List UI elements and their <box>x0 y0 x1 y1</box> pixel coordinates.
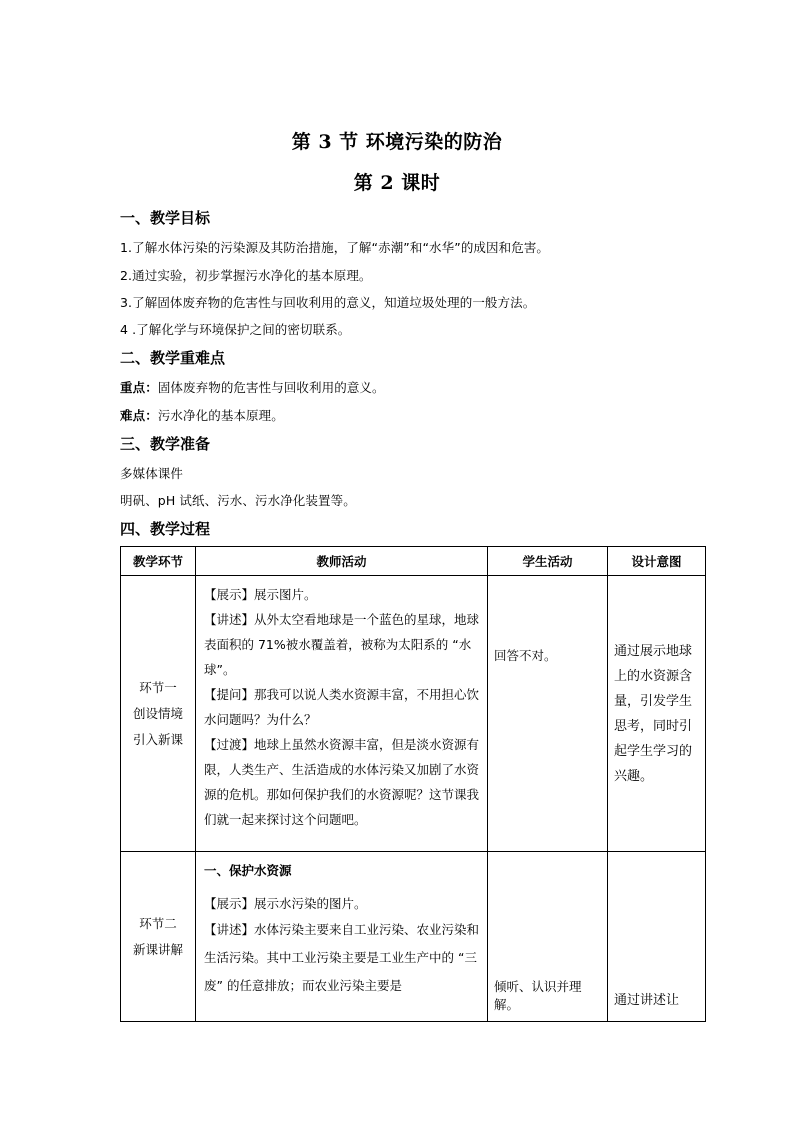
process-table <box>120 546 706 1022</box>
column-header: 教学环节 <box>121 547 196 576</box>
page-title: 第 3 节 环境污染的防治 <box>291 131 503 153</box>
teacher-subheading: 一、保护水资源 <box>204 863 292 878</box>
heading-goals: 一、教学目标 <box>120 209 211 227</box>
teacher-line: 【讲述】从外太空看地球是一个蓝色的星球，地球表面积的 71%被水覆盖着，被称为太阳系的 “水球”。 <box>204 612 480 677</box>
student-activity-cell: 回答不对。 <box>488 576 608 852</box>
column-header: 学生活动 <box>488 547 608 576</box>
column-header: 教师活动 <box>196 547 488 576</box>
column-header: 设计意图 <box>608 547 706 576</box>
goal-item: 3.了解固体废弃物的危害性与回收利用的意义，知道垃圾处理的一般方法。 <box>120 295 536 310</box>
stage-cell <box>121 576 196 852</box>
key-label: 重点： <box>120 380 158 395</box>
stage-line: 创设情境 <box>132 705 183 721</box>
heading-process: 四、教学过程 <box>120 520 211 538</box>
stage-line: 环节二 <box>139 915 177 931</box>
table-row <box>121 576 706 852</box>
heading-keypoints: 二、教学重难点 <box>120 349 226 367</box>
prep-item: 明矾、pH 试纸、污水、污水净化装置等。 <box>120 493 356 508</box>
heading-prep: 三、教学准备 <box>120 435 211 453</box>
student-activity-cell: 倾听、认识并理解。 <box>488 852 608 1022</box>
teacher-line: 【展示】展示图片。 <box>204 587 317 602</box>
goal-item: 2.通过实验，初步掌握污水净化的基本原理。 <box>120 268 372 283</box>
prep-item: 多媒体课件 <box>120 466 184 481</box>
stage-cell <box>121 852 196 1022</box>
teacher-line: 【过渡】地球上虽然水资源丰富，但是淡水资源有限，人类生产、生活造成的水体污染又加剧了水资源的危机。那如何保护我们的水资源呢？这节课我们就一起来探讨这个问题吧。 <box>204 737 480 827</box>
goal-item: 4 .了解化学与环境保护之间的密切联系。 <box>120 322 351 337</box>
stage-line: 引入新课 <box>132 731 183 747</box>
teacher-activity-cell <box>196 576 488 852</box>
teacher-line: 【展示】展示水污染的图片。 <box>204 896 367 911</box>
design-intent-cell: 通过讲述让 <box>608 852 706 1022</box>
key-point <box>120 378 385 396</box>
table-row <box>121 852 706 1022</box>
difficult-label: 难点： <box>120 408 158 423</box>
stage-line: 环节一 <box>139 679 177 695</box>
table-header-row <box>121 547 706 576</box>
teacher-line: 【讲述】水体污染主要来自工业污染、农业污染和生活污染。其中工业污染主要是工业生产中的 “三废” 的任意排放；而农业污染主要是 <box>204 922 480 993</box>
difficult-point <box>120 406 284 424</box>
stage-line: 新课讲解 <box>132 941 183 957</box>
lesson-subtitle: 第 2 课时 <box>353 172 441 194</box>
teacher-activity-cell <box>196 852 488 1022</box>
design-intent-cell: 通过展示地球上的水资源含量，引发学生思考，同时引起学生学习的兴趣。 <box>608 576 706 852</box>
difficult-text: 污水净化的基本原理。 <box>157 408 284 423</box>
key-text: 固体废弃物的危害性与回收利用的意义。 <box>157 380 385 395</box>
teacher-line: 【提问】那我可以说人类水资源丰富，不用担心饮水问题吗？为什么？ <box>204 687 480 727</box>
goal-item: 1.了解水体污染的污染源及其防治措施，了解“赤潮”和“水华”的成因和危害。 <box>120 240 550 255</box>
